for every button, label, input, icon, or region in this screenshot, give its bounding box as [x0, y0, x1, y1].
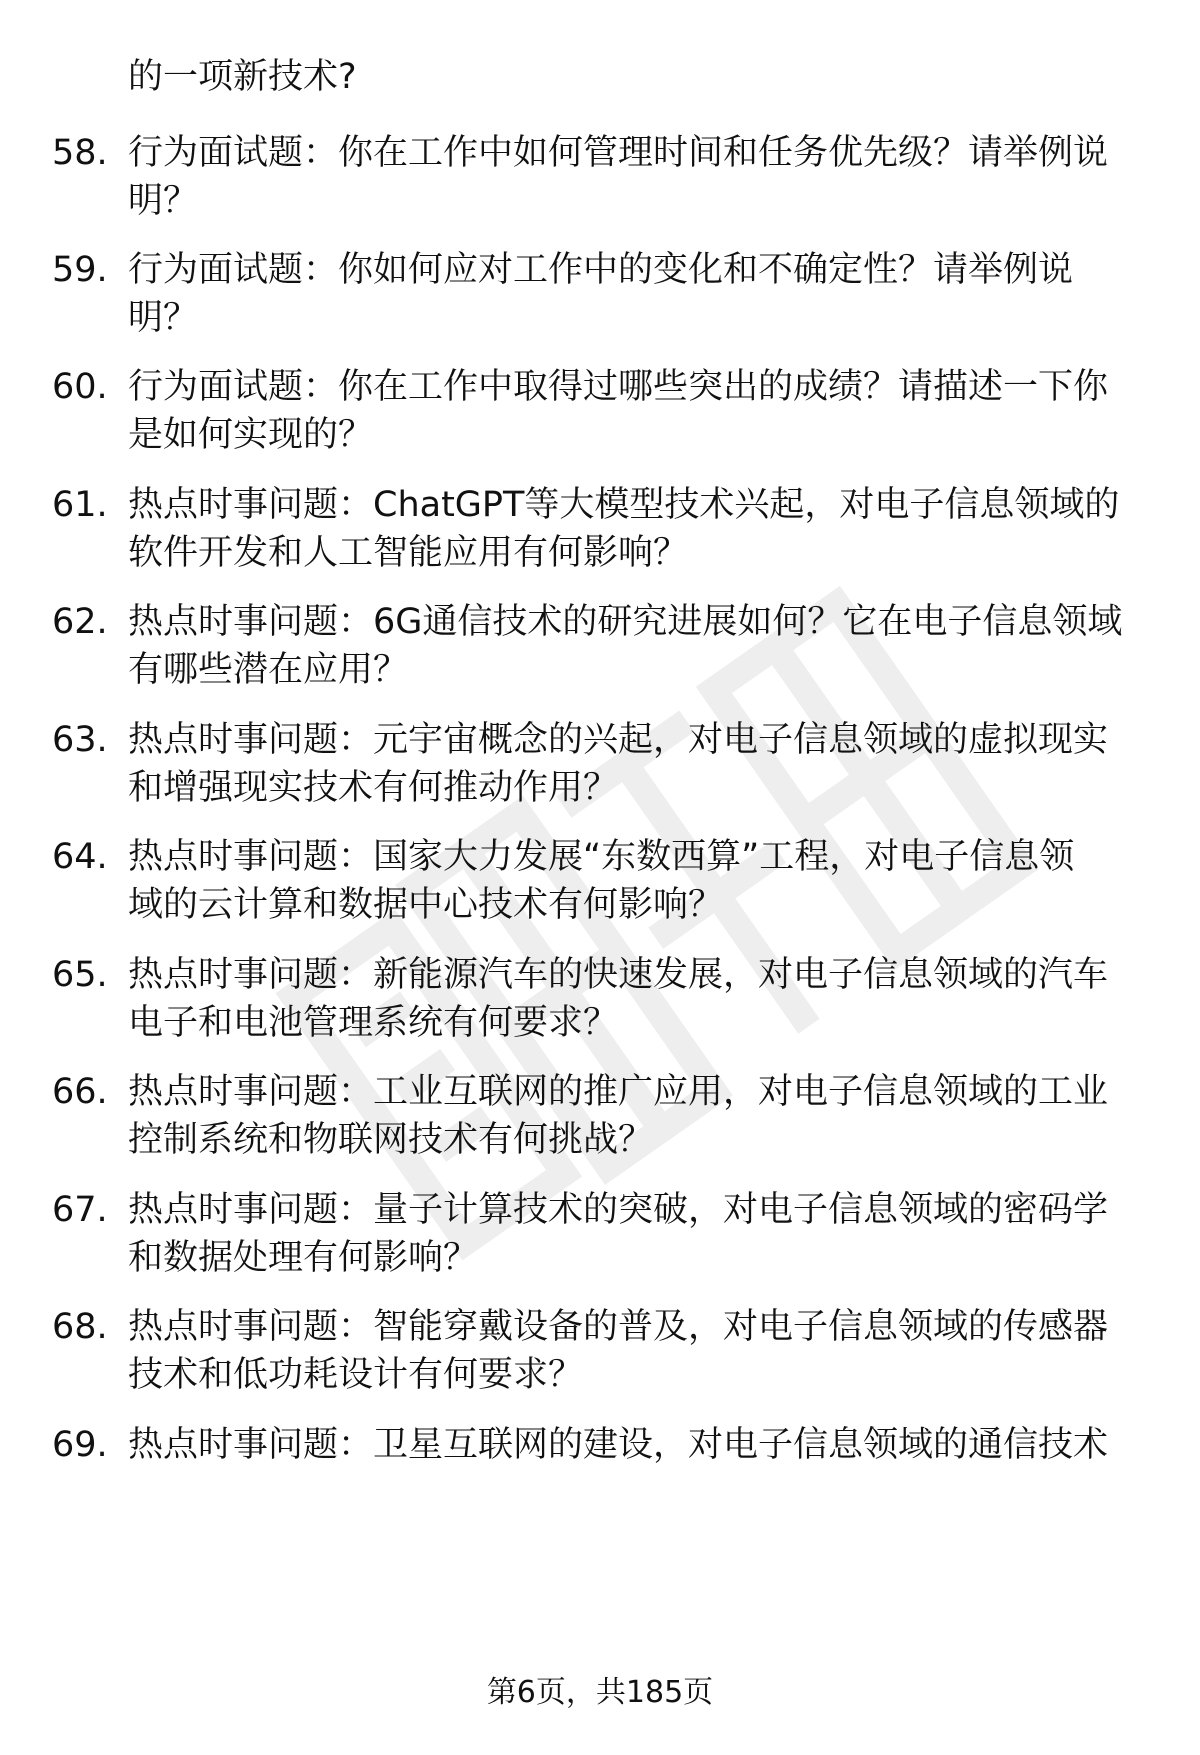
question-line: 热点时事问题：新能源汽车的快速发展，对电子信息领域的汽车: [128, 955, 1109, 995]
question-line: 和增强现实技术有何推动作用？: [128, 768, 619, 808]
question-number: 61.: [52, 485, 108, 525]
question-line: 行为面试题：你在工作中如何管理时间和任务优先级？请举例说: [128, 133, 1109, 173]
question-number: 63.: [52, 720, 108, 760]
question-line: 域的云计算和数据中心技术有何影响？: [128, 885, 724, 925]
question-line: 控制系统和物联网技术有何挑战？: [128, 1120, 654, 1160]
question-line: 热点时事问题：ChatGPT等大模型技术兴起，对电子信息领域的: [128, 485, 1120, 525]
question-line: 明？: [128, 181, 199, 221]
question-line: 和数据处理有何影响？: [128, 1238, 479, 1278]
question-line: 热点时事问题：卫星互联网的建设，对电子信息领域的通信技术: [128, 1425, 1109, 1465]
question-line: 热点时事问题：智能穿戴设备的普及，对电子信息领域的传感器: [128, 1307, 1109, 1347]
question-number: 59.: [52, 250, 108, 290]
question-number: 58.: [52, 133, 108, 173]
question-line: 技术和低功耗设计有何要求？: [128, 1355, 584, 1395]
question-number: 68.: [52, 1307, 108, 1347]
question-number: 65.: [52, 955, 108, 995]
question-line: 行为面试题：你如何应对工作中的变化和不确定性？请举例说: [128, 250, 1074, 290]
page-number-footer: 第6页，共185页: [486, 1675, 714, 1710]
question-line: 是如何实现的？: [128, 415, 374, 455]
question-line: 软件开发和人工智能应用有何影响？: [128, 533, 689, 573]
question-line: 热点时事问题：量子计算技术的突破，对电子信息领域的密码学: [128, 1190, 1109, 1230]
question-line: 行为面试题：你在工作中取得过哪些突出的成绩？请描述一下你: [128, 367, 1109, 407]
question-number: 64.: [52, 837, 108, 877]
question-line: 电子和电池管理系统有何要求？: [128, 1003, 619, 1043]
question-number: 67.: [52, 1190, 108, 1230]
question-line: 明？: [128, 298, 199, 338]
question-number: 66.: [52, 1072, 108, 1112]
question-number: 69.: [52, 1425, 108, 1465]
question-line: 热点时事问题：元宇宙概念的兴起，对电子信息领域的虚拟现实: [128, 720, 1109, 760]
continuation-text: 的一项新技术?: [128, 57, 357, 97]
question-line: 热点时事问题：国家大力发展“东数西算”工程，对电子信息领: [128, 837, 1075, 877]
question-line: 热点时事问题：6G通信技术的研究进展如何？它在电子信息领域: [128, 602, 1123, 642]
question-number: 62.: [52, 602, 108, 642]
question-line: 有哪些潜在应用？: [128, 650, 409, 690]
question-line: 热点时事问题：工业互联网的推广应用，对电子信息领域的工业: [128, 1072, 1109, 1112]
question-number: 60.: [52, 367, 108, 407]
